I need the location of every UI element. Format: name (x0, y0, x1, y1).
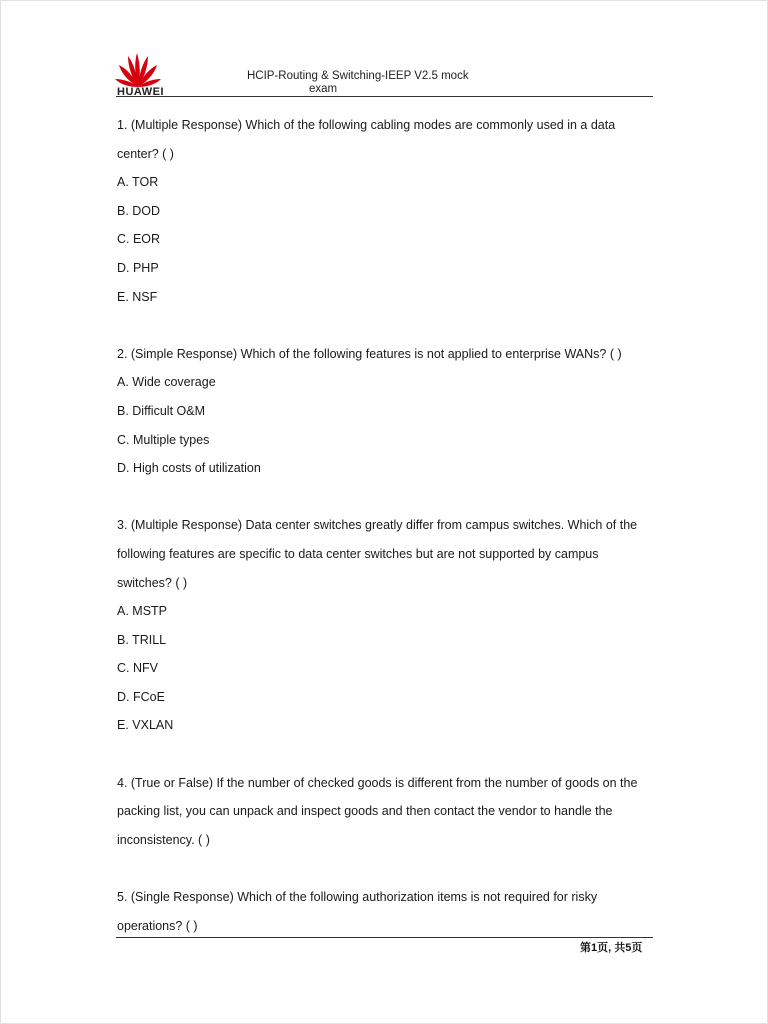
answer-option: B. Difficult O&M (117, 403, 205, 418)
spacer (117, 483, 657, 512)
question-text: center? ( ) (117, 146, 174, 161)
question-1 (117, 111, 657, 311)
answer-option: C. NFV (117, 661, 158, 676)
page-header (113, 45, 653, 97)
question-text: 5. (Single Response) Which of the following authorization items is not required for risky (117, 890, 598, 905)
answer-option: D. High costs of utilization (117, 461, 261, 476)
answer-option: D. PHP (117, 260, 159, 275)
title-line-2: exam (309, 83, 338, 95)
logo-wordmark: HUAWEI (117, 87, 164, 95)
answer-option: E. NSF (117, 289, 158, 304)
spacer (117, 854, 657, 883)
answer-option: C. Multiple types (117, 432, 210, 447)
question-text: inconsistency. ( ) (117, 832, 210, 847)
answer-option: B. DOD (117, 203, 161, 218)
question-text: following features are specific to data center switches but are not supported by campus (117, 546, 599, 561)
question-text: 4. (True or False) If the number of checked goods is different from the number of goods on the (117, 775, 638, 790)
document-title (247, 70, 547, 96)
question-5 (117, 883, 657, 940)
answer-option: C. EOR (117, 232, 161, 247)
question-text: switches? ( ) (117, 575, 188, 590)
title-line-1: HCIP-Routing & Switching-IEEP V2.5 mock (247, 70, 469, 82)
header-divider (116, 96, 653, 97)
footer-divider (116, 937, 653, 938)
question-text: 2. (Simple Response) Which of the following features is not applied to enterprise WANs? ( ) (117, 346, 622, 361)
huawei-logo (113, 49, 163, 97)
answer-option: A. MSTP (117, 604, 168, 619)
page-number: 第1页, 共5页 (580, 942, 643, 954)
question-list (117, 111, 657, 940)
question-2 (117, 340, 657, 483)
answer-option: D. FCoE (117, 689, 165, 704)
spacer (117, 740, 657, 769)
answer-option: A. TOR (117, 175, 159, 190)
answer-option: A. Wide coverage (117, 375, 216, 390)
question-4 (117, 769, 657, 855)
question-3 (117, 511, 657, 740)
answer-option: E. VXLAN (117, 718, 174, 733)
question-text: 1. (Multiple Response) Which of the following cabling modes are commonly used in a data (117, 118, 616, 132)
question-text: 3. (Multiple Response) Data center switches greatly differ from campus switches. Which of the (117, 518, 638, 533)
question-text: packing list, you can unpack and inspect goods and then contact the vendor to handle the (117, 804, 613, 819)
question-text: operations? ( ) (117, 918, 198, 933)
spacer (117, 311, 657, 340)
answer-option: B. TRILL (117, 632, 167, 647)
huawei-logo-icon (113, 49, 163, 89)
